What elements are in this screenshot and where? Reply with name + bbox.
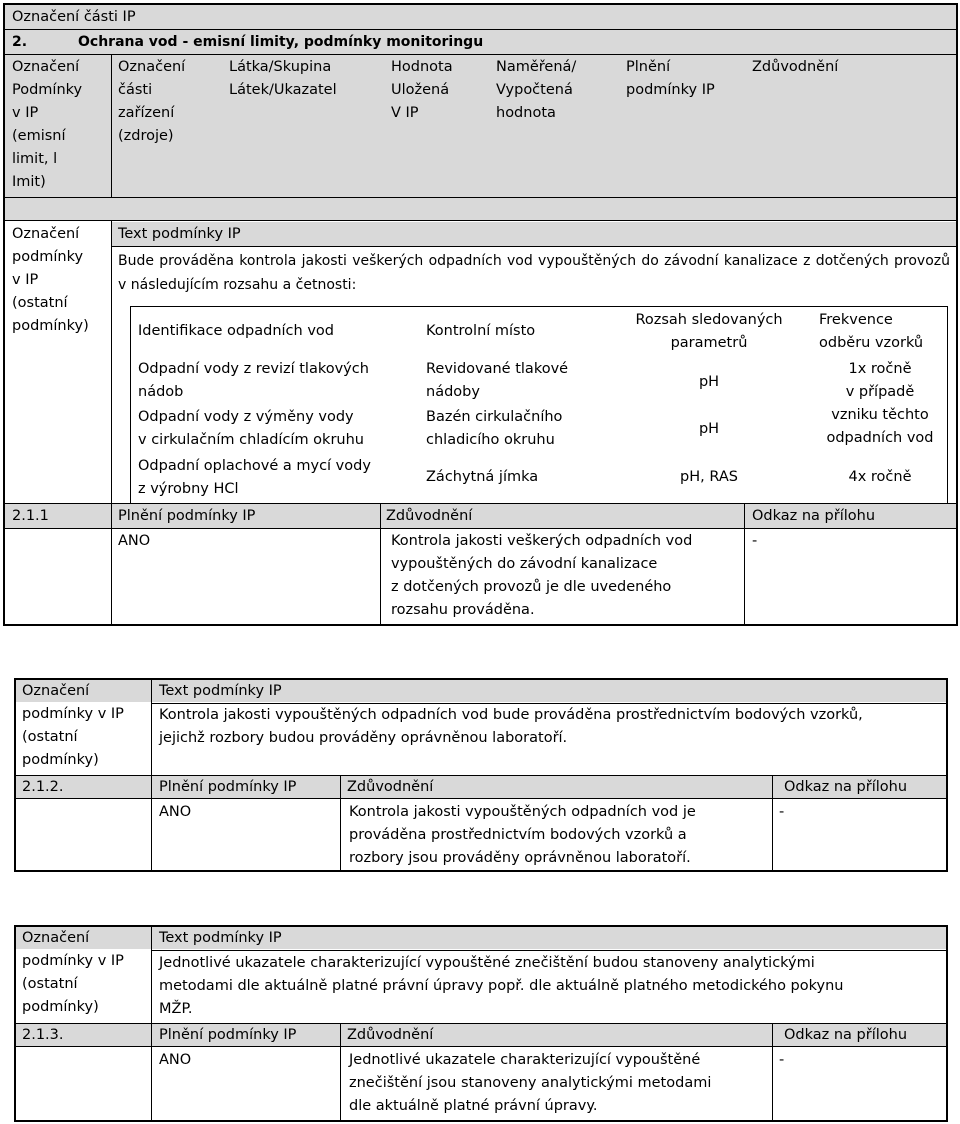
ref-value: - xyxy=(779,1052,785,1068)
col-substance: Látka/Skupina Látek/Ukazatel xyxy=(229,59,337,98)
inner-header-range: Rozsah sledovaných parametrů xyxy=(635,312,783,351)
condition-number: 2.1.3. xyxy=(22,1027,64,1043)
inner-row-point: Záchytná jímka xyxy=(426,469,539,485)
condition-label: Označení podmínky v IP (ostatní podmínky) xyxy=(12,226,89,334)
col-reason: Zdůvodnění xyxy=(752,59,839,75)
fulfil-header: Plnění podmínky IP xyxy=(159,1027,297,1043)
condition-text: Bude prováděna kontrola jakosti veškerých odpadních vod vypouštěných do závodní kanalizace z dotčených provozů v následujícím rozsahu a četnosti: xyxy=(118,253,950,293)
spacer-shade xyxy=(5,198,956,220)
fulfil-value: ANO xyxy=(159,804,192,820)
inner-header-freq: Frekvence odběru vzorků xyxy=(819,312,924,351)
inner-row-id: Odpadní vody z revizí tlakových nádob xyxy=(138,361,369,400)
col-measured: Naměřená/ Vypočtená hodnota xyxy=(496,59,577,121)
ref-header: Odkaz na přílohu xyxy=(784,779,908,795)
header-shade xyxy=(5,5,956,29)
reason-header: Zdůvodnění xyxy=(347,779,434,795)
inner-row-range: pH xyxy=(698,421,720,437)
condition-label: Označení podmínky v IP (ostatní podmínky) xyxy=(22,683,124,768)
reason-header: Zdůvodnění xyxy=(347,1027,434,1043)
part-label: Označení části IP xyxy=(12,9,136,25)
reason-value: Kontrola jakosti veškerých odpadních vod vypouštěných do závodní kanalizace z dotčených provozů je dle uvedeného rozsahu prováděna. xyxy=(391,533,693,618)
condition-text: Jednotlivé ukazatele charakterizující vypouštěné znečištění budou stanoveny analytickými metodami dle aktuálně platné právní úpravy popř. dle aktuálně platného metodického pokynu MŽP. xyxy=(159,955,844,1017)
ref-header: Odkaz na přílohu xyxy=(784,1027,908,1043)
inner-row-id: Odpadní vody z výměny vody v cirkulačním chladícím okruhu xyxy=(138,409,364,448)
fulfil-header: Plnění podmínky IP xyxy=(118,508,256,524)
condition-text: Kontrola jakosti vypouštěných odpadních vod bude prováděna prostřednictvím bodových vzorků, jejichž rozbory budou prováděny oprávněnou laboratoří. xyxy=(159,707,863,746)
inner-row-range: pH, RAS xyxy=(680,469,738,485)
text-header: Text podmínky IP xyxy=(118,226,241,242)
inner-row-point: Bazén cirkulačního chladicího okruhu xyxy=(426,409,563,448)
section-number: 2. xyxy=(12,34,28,50)
fulfil-value: ANO xyxy=(159,1052,192,1068)
inner-row-freq: 4x ročně xyxy=(848,469,912,485)
col-part: Označení části zařízení (zdroje) xyxy=(118,59,186,144)
inner-row-range: pH xyxy=(698,374,720,390)
condition-label: Označení podmínky v IP (ostatní podmínky) xyxy=(22,930,124,1015)
reason-value: Kontrola jakosti vypouštěných odpadních vod je prováděna prostřednictvím bodových vzorků a rozbory jsou prováděny oprávněnou laboratoří. xyxy=(349,804,696,866)
fulfil-header: Plnění podmínky IP xyxy=(159,779,297,795)
inner-row-point: Revidované tlakové nádoby xyxy=(426,361,569,400)
section-title: Ochrana vod - emisní limity, podmínky monitoringu xyxy=(78,34,484,50)
ref-header: Odkaz na přílohu xyxy=(752,508,876,524)
reason-value: Jednotlivé ukazatele charakterizující vypouštěné znečištění jsou stanoveny analytickými metodami dle aktuálně platné právní úpravy. xyxy=(349,1052,712,1114)
ref-value: - xyxy=(779,804,785,820)
inner-header-id: Identifikace odpadních vod xyxy=(138,323,334,339)
inner-freq-merged: 1x ročně v případě vzniku těchto odpadních vod xyxy=(826,361,934,446)
condition-number: 2.1.2. xyxy=(22,779,64,795)
ref-value: - xyxy=(752,533,758,549)
fulfil-value: ANO xyxy=(118,533,151,549)
inner-row-id: Odpadní oplachové a mycí vody z výrobny HCl xyxy=(138,458,371,497)
col-fulfil: Plnění podmínky IP xyxy=(626,59,715,98)
text-header: Text podmínky IP xyxy=(159,930,282,946)
text-header: Text podmínky IP xyxy=(159,683,282,699)
col-stored-value: Hodnota Uložená V IP xyxy=(391,59,453,121)
inner-header-point: Kontrolní místo xyxy=(426,323,536,339)
col-condition: Označení Podmínky v IP (emisní limit, l Imit) xyxy=(12,59,83,190)
condition-number: 2.1.1 xyxy=(12,508,49,524)
reason-header: Zdůvodnění xyxy=(386,508,473,524)
